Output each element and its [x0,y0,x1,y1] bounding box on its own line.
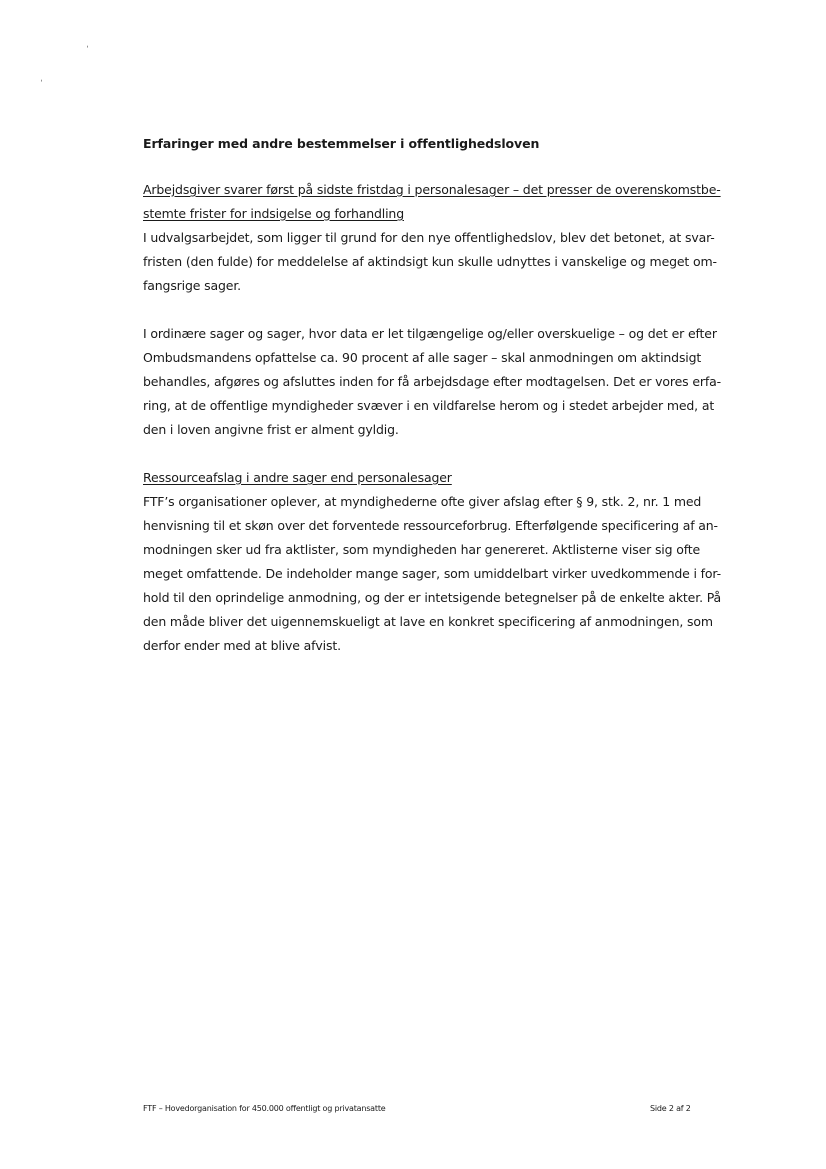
text-line: henvisning til et skøn over det forventede ressourceforbrug. Efterfølgende specificering af an- [143,518,718,533]
text-line: fangsrige sager. [143,278,242,293]
paragraph-spacer [143,298,703,322]
page-title: Erfaringer med andre bestemmelser i offentlighedsloven [143,136,540,151]
scan-mark: ´ [84,44,93,55]
section-personalesager [143,178,721,442]
text-line: den måde bliver det uigennemskueligt at lave en konkret specificering af anmodningen, som [143,614,713,629]
paragraph [143,226,717,298]
footer-organisation: FTF – Hovedorganisation for 450.000 offentligt og privatansatte [143,1104,386,1113]
text-line: behandles, afgøres og afsluttes inden for få arbejdsdage efter modtagelsen. Det er vores erfa- [143,374,721,389]
paragraph [143,322,721,442]
text-line: den i loven angivne frist er alment gyldig. [143,422,399,437]
text-line: hold til den oprindelige anmodning, og der er intetsigende betegnelser på de enkelte akter. På [143,590,722,605]
section-heading: Arbejdsgiver svarer først på sidste fristdag i personalesager – det presser de overenskomstbe- [143,182,721,197]
text-line: I udvalgsarbejdet, som ligger til grund for den nye offentlighedslov, blev det betonet, at svar- [143,230,715,245]
section-heading: stemte frister for indsigelse og forhandling [143,206,404,221]
paragraph [143,490,722,658]
text-line: derfor ender med at blive afvist. [143,638,341,653]
text-line: FTF’s organisationer oplever, at myndighederne ofte giver afslag efter § 9, stk. 2, nr. 1 med [143,494,702,509]
footer-page-number: Side 2 af 2 [650,1104,691,1113]
text-line: meget omfattende. De indeholder mange sager, som umiddelbart virker uvedkommende i for- [143,566,721,581]
text-line: ring, at de offentlige myndigheder svæver i en vildfarelse herom og i stedet arbejder med, at [143,398,715,413]
text-line: Ombudsmandens opfattelse ca. 90 procent af alle sager – skal anmodningen om aktindsigt [143,350,702,365]
text-line: fristen (den fulde) for meddelelse af aktindsigt kun skulle udnyttes i vanskelige og meget om- [143,254,717,269]
document-body [143,136,722,658]
scan-mark: ´ [38,78,47,89]
text-line: modningen sker ud fra aktlister, som myndigheden har genereret. Aktlisterne viser sig ofte [143,542,701,557]
text-line: I ordinære sager og sager, hvor data er let tilgængelige og/eller overskuelige – og det er efter [143,326,717,341]
section-ressourceafslag [143,466,722,658]
section-spacer [143,442,703,466]
section-heading: Ressourceafslag i andre sager end personalesager [143,470,452,485]
